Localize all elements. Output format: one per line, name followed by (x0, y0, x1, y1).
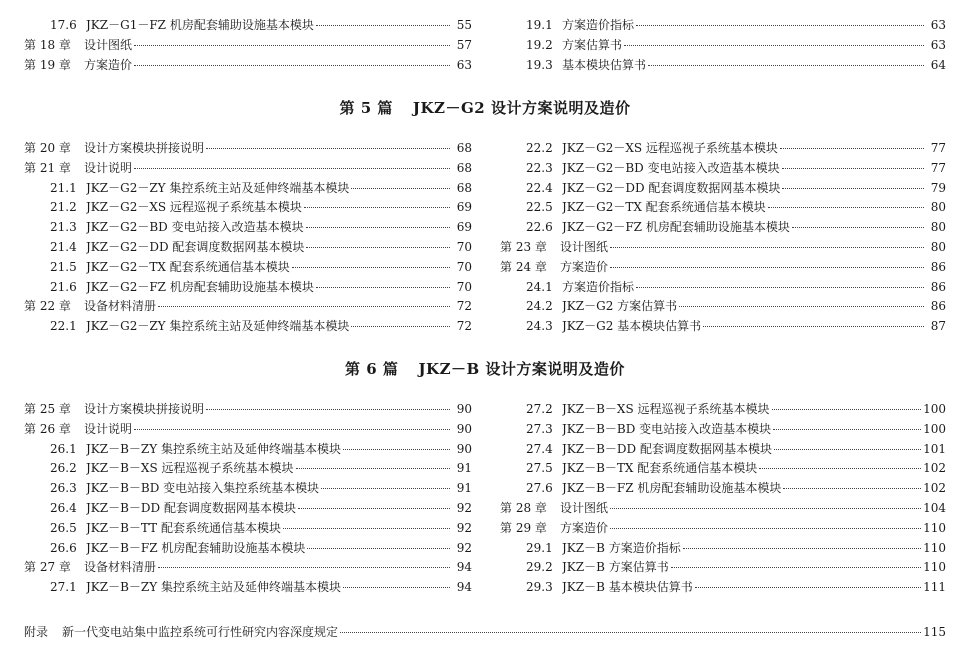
entry-title: JKZ－B 方案造价指标 (562, 540, 681, 555)
toc-chapter-entry[interactable] (24, 420, 472, 440)
dot-leader (316, 24, 450, 26)
entry-number: 29.1 (526, 540, 553, 555)
entry-page-number: 70 (456, 239, 472, 254)
entry-number: 第 20 章 (24, 141, 71, 155)
entry-title: JKZ－G2－XS 远程巡视子系统基本模块 (86, 200, 302, 215)
toc-part5-left-column (24, 139, 472, 337)
entry-number: 21.2 (50, 200, 77, 215)
entry-page-number: 86 (930, 299, 946, 314)
dot-leader (206, 147, 450, 149)
entry-page-number: 63 (456, 57, 472, 72)
entry-number: 第 21 章 (24, 160, 71, 175)
dot-leader (298, 507, 450, 509)
part-6-number: 第 6 篇 (345, 360, 399, 378)
toc-chapter-entry[interactable] (24, 558, 472, 578)
entry-number: 第 23 章 (500, 239, 547, 254)
entry-page-number: 90 (456, 402, 472, 416)
toc-section-entry[interactable] (500, 159, 946, 179)
entry-number: 第 25 章 (24, 402, 71, 416)
dot-leader (296, 467, 450, 469)
entry-page-number: 100 (923, 402, 946, 416)
dot-leader (759, 467, 921, 469)
dot-leader (351, 325, 450, 327)
entry-page-number: 80 (930, 200, 946, 215)
part-5-number: 第 5 篇 (339, 99, 393, 117)
entry-number: 27.2 (526, 402, 553, 416)
entry-number: 19.3 (526, 57, 553, 72)
entry-number: 21.6 (50, 279, 77, 294)
part-6-heading (0, 358, 970, 379)
toc-section-entry[interactable] (500, 400, 946, 420)
entry-number: 19.2 (526, 37, 553, 52)
entry-number: 27.5 (526, 461, 553, 476)
entry-page-number: 70 (456, 259, 472, 274)
entry-number: 29.2 (526, 560, 553, 575)
entry-title: JKZ－B－XS 远程巡视子系统基本模块 (562, 402, 770, 416)
dot-leader (306, 226, 450, 228)
entry-title: 设备材料清册 (84, 299, 157, 314)
entry-page-number: 63 (930, 18, 946, 32)
toc-chapter-entry[interactable] (500, 258, 946, 278)
dot-leader (283, 527, 450, 529)
entry-title: JKZ－G2－DD 配套调度数据网基本模块 (86, 239, 305, 254)
entry-page-number: 111 (923, 580, 946, 595)
entry-number: 21.1 (50, 180, 77, 195)
dot-leader (610, 507, 921, 509)
entry-page-number: 90 (456, 441, 472, 456)
entry-page-number: 77 (930, 160, 946, 175)
dot-leader (321, 487, 450, 489)
dot-leader (307, 547, 450, 549)
entry-page-number: 77 (930, 141, 946, 155)
entry-number: 17.6 (50, 18, 77, 32)
entry-number: 第 19 章 (24, 57, 71, 72)
entry-title: JKZ－G2 方案估算书 (562, 299, 678, 314)
appendix-title: 新一代变电站集中监控系统可行性研究内容深度规定 (62, 625, 339, 639)
dot-leader (610, 527, 921, 529)
entry-title: JKZ－B 基本模块估算书 (562, 580, 693, 595)
dot-leader (292, 266, 450, 268)
dot-leader (340, 631, 921, 633)
entry-page-number: 90 (456, 421, 472, 436)
entry-page-number: 102 (923, 481, 946, 496)
entry-page-number: 86 (930, 259, 946, 274)
entry-number: 24.3 (526, 319, 553, 334)
dot-leader (343, 448, 450, 450)
toc-section-entry[interactable] (500, 440, 946, 460)
toc-part6-right-column (500, 400, 946, 598)
entry-title: JKZ－G2－ZY 集控系统主站及延伸终端基本模块 (86, 180, 350, 195)
toc-chapter-entry[interactable] (500, 519, 946, 539)
entry-page-number: 63 (930, 37, 946, 52)
dot-leader (351, 187, 450, 189)
entry-page-number: 69 (456, 220, 472, 235)
dot-leader (773, 428, 921, 430)
entry-page-number: 91 (456, 481, 472, 496)
part-5-title: JKZ－G2 设计方案说明及造价 (412, 99, 631, 117)
entry-title: 设计方案模块拼接说明 (84, 402, 205, 416)
dot-leader (134, 64, 450, 66)
entry-title: 基本模块估算书 (562, 57, 647, 72)
toc-top-right-column (500, 16, 946, 75)
entry-number: 21.5 (50, 259, 77, 274)
entry-title: 设计图纸 (560, 500, 609, 515)
entry-number: 21.4 (50, 239, 77, 254)
entry-page-number: 57 (456, 37, 472, 52)
dot-leader (695, 586, 921, 588)
entry-number: 24.1 (526, 279, 553, 294)
dot-leader (780, 147, 924, 149)
entry-title: JKZ－B－DD 配套调度数据网基本模块 (86, 500, 296, 515)
entry-number: 第 18 章 (24, 37, 71, 52)
entry-page-number: 68 (456, 141, 472, 155)
entry-page-number: 92 (456, 500, 472, 515)
entry-number: 26.4 (50, 500, 77, 515)
entry-title: JKZ－G2－ZY 集控系统主站及延伸终端基本模块 (86, 319, 350, 334)
entry-page-number: 101 (923, 441, 946, 456)
toc-section-entry[interactable] (500, 56, 946, 76)
dot-leader (610, 266, 924, 268)
entry-number: 第 26 章 (24, 421, 71, 436)
entry-number: 27.6 (526, 481, 553, 496)
entry-title: JKZ－B－ZY 集控系统主站及延伸终端基本模块 (86, 580, 342, 595)
toc-section-entry[interactable] (24, 499, 472, 519)
dot-leader (158, 566, 450, 568)
entry-title: JKZ－G2－TX 配套系统通信基本模块 (562, 200, 766, 215)
toc-section-entry[interactable] (500, 317, 946, 337)
entry-page-number: 110 (923, 560, 946, 575)
dot-leader (158, 305, 450, 307)
toc-section-entry[interactable] (500, 278, 946, 298)
toc-chapter-entry[interactable] (24, 297, 472, 317)
entry-number: 22.4 (526, 180, 553, 195)
toc-top-left-column (24, 16, 472, 75)
entry-title: JKZ－B－BD 变电站接入集控系统基本模块 (86, 481, 320, 496)
entry-title: 方案造价指标 (562, 18, 635, 32)
toc-section-entry[interactable] (500, 36, 946, 56)
toc-section-entry[interactable] (500, 198, 946, 218)
entry-title: JKZ－G2－TX 配套系统通信基本模块 (86, 259, 290, 274)
entry-title: 设备材料清册 (84, 560, 157, 575)
toc-section-entry[interactable] (24, 539, 472, 559)
entry-page-number: 94 (456, 560, 472, 575)
dot-leader (768, 206, 924, 208)
dot-leader (134, 428, 450, 430)
toc-part6-left-column (24, 400, 472, 598)
toc-section-entry[interactable] (500, 479, 946, 499)
dot-leader (792, 226, 924, 228)
toc-section-entry[interactable] (24, 258, 472, 278)
toc-section-entry[interactable] (500, 420, 946, 440)
toc-chapter-entry[interactable] (24, 56, 472, 76)
toc-section-entry[interactable] (500, 459, 946, 479)
entry-page-number: 68 (456, 180, 472, 195)
entry-page-number: 72 (456, 299, 472, 314)
appendix-page-number: 115 (923, 625, 946, 639)
entry-page-number: 80 (930, 220, 946, 235)
entry-title: 设计方案模块拼接说明 (84, 141, 205, 155)
entry-number: 26.3 (50, 481, 77, 496)
entry-number: 22.3 (526, 160, 553, 175)
part-5-heading (0, 97, 970, 118)
entry-page-number: 104 (923, 500, 946, 515)
entry-number: 24.2 (526, 299, 553, 314)
entry-title: 方案造价 (84, 57, 133, 72)
dot-leader (316, 286, 450, 288)
toc-section-entry[interactable] (24, 218, 472, 238)
entry-title: JKZ－G2－FZ 机房配套辅助设施基本模块 (86, 279, 314, 294)
dot-leader (610, 246, 924, 248)
entry-title: JKZ－B－TT 配套系统通信基本模块 (86, 520, 281, 535)
toc-section-entry[interactable] (24, 16, 472, 36)
entry-number: 第 28 章 (500, 500, 547, 515)
entry-page-number: 92 (456, 540, 472, 555)
dot-leader (134, 167, 450, 169)
toc-appendix-entry[interactable] (24, 622, 946, 642)
dot-leader (624, 44, 924, 46)
entry-title: JKZ－G2 基本模块估算书 (562, 319, 702, 334)
toc-section-entry[interactable] (500, 578, 946, 598)
entry-page-number: 87 (930, 319, 946, 334)
dot-leader (782, 187, 924, 189)
entry-title: JKZ－B－DD 配套调度数据网基本模块 (562, 441, 772, 456)
dot-leader (679, 305, 924, 307)
entry-number: 22.1 (50, 319, 77, 334)
entry-page-number: 100 (923, 421, 946, 436)
entry-title: 设计说明 (84, 421, 133, 436)
entry-title: JKZ－G2－BD 变电站接入改造基本模块 (562, 160, 780, 175)
entry-title: JKZ－G2－DD 配套调度数据网基本模块 (562, 180, 781, 195)
toc-section-entry[interactable] (24, 440, 472, 460)
entry-page-number: 64 (930, 57, 946, 72)
entry-number: 19.1 (526, 18, 553, 32)
dot-leader (648, 64, 924, 66)
entry-page-number: 70 (456, 279, 472, 294)
entry-number: 26.6 (50, 540, 77, 555)
entry-title: JKZ－B－FZ 机房配套辅助设施基本模块 (86, 540, 306, 555)
toc-section-entry[interactable] (24, 198, 472, 218)
entry-number: 第 24 章 (500, 259, 547, 274)
toc-section-entry[interactable] (24, 278, 472, 298)
entry-page-number: 91 (456, 461, 472, 476)
entry-page-number: 69 (456, 200, 472, 215)
dot-leader (636, 24, 924, 26)
entry-title: JKZ－B 方案估算书 (562, 560, 669, 575)
toc-section-entry[interactable] (24, 519, 472, 539)
dot-leader (703, 325, 924, 327)
entry-title: 设计图纸 (84, 37, 133, 52)
entry-number: 22.6 (526, 220, 553, 235)
entry-page-number: 110 (923, 520, 946, 535)
toc-chapter-entry[interactable] (24, 36, 472, 56)
toc-section-entry[interactable] (500, 218, 946, 238)
entry-number: 27.4 (526, 441, 553, 456)
entry-title: 方案造价指标 (562, 279, 635, 294)
entry-title: 方案造价 (560, 259, 609, 274)
entry-title: JKZ－B－BD 变电站接入改造基本模块 (562, 421, 772, 436)
toc-section-entry[interactable] (24, 179, 472, 199)
dot-leader (772, 408, 922, 410)
toc-section-entry[interactable] (500, 558, 946, 578)
entry-number: 27.1 (50, 580, 77, 595)
dot-leader (774, 448, 921, 450)
entry-title: JKZ－G2－FZ 机房配套辅助设施基本模块 (562, 220, 790, 235)
entry-page-number: 79 (930, 180, 946, 195)
appendix-label: 附录 (24, 625, 49, 639)
dot-leader (782, 167, 924, 169)
entry-number: 29.3 (526, 580, 553, 595)
entry-title: JKZ－B－ZY 集控系统主站及延伸终端基本模块 (86, 441, 342, 456)
entry-title: 设计说明 (84, 160, 133, 175)
entry-page-number: 68 (456, 160, 472, 175)
toc-section-entry[interactable] (24, 479, 472, 499)
toc-section-entry[interactable] (500, 539, 946, 559)
toc-section-entry[interactable] (24, 238, 472, 258)
entry-page-number: 55 (456, 18, 472, 32)
entry-page-number: 110 (923, 540, 946, 555)
entry-page-number: 92 (456, 520, 472, 535)
entry-page-number: 94 (456, 580, 472, 595)
entry-number: 27.3 (526, 421, 553, 436)
part-6-title: JKZ－B 设计方案说明及造价 (418, 360, 625, 378)
dot-leader (306, 246, 450, 248)
entry-title: JKZ－B－FZ 机房配套辅助设施基本模块 (562, 481, 782, 496)
toc-section-entry[interactable] (24, 578, 472, 598)
entry-number: 26.2 (50, 461, 77, 476)
toc-chapter-entry[interactable] (500, 499, 946, 519)
entry-number: 第 27 章 (24, 560, 71, 575)
entry-title: 方案估算书 (562, 37, 623, 52)
entry-title: JKZ－B－XS 远程巡视子系统基本模块 (86, 461, 294, 476)
dot-leader (683, 547, 921, 549)
dot-leader (304, 206, 450, 208)
dot-leader (783, 487, 921, 489)
entry-title: JKZ－G1－FZ 机房配套辅助设施基本模块 (86, 18, 314, 32)
entry-title: 设计图纸 (560, 239, 609, 254)
toc-section-entry[interactable] (500, 16, 946, 36)
entry-number: 第 22 章 (24, 299, 71, 314)
dot-leader (671, 566, 921, 568)
dot-leader (206, 408, 450, 410)
entry-title: JKZ－G2－BD 变电站接入改造基本模块 (86, 220, 304, 235)
toc-section-entry[interactable] (500, 179, 946, 199)
toc-chapter-entry[interactable] (24, 159, 472, 179)
dot-leader (636, 286, 924, 288)
entry-title: 方案造价 (560, 520, 609, 535)
dot-leader (343, 586, 450, 588)
entry-title: JKZ－B－TX 配套系统通信基本模块 (562, 461, 758, 476)
toc-chapter-entry[interactable] (24, 139, 472, 159)
toc-section-entry[interactable] (500, 139, 946, 159)
toc-section-entry[interactable] (500, 297, 946, 317)
entry-page-number: 72 (456, 319, 472, 334)
toc-section-entry[interactable] (24, 459, 472, 479)
entry-number: 26.1 (50, 441, 77, 456)
entry-page-number: 80 (930, 239, 946, 254)
entry-number: 21.3 (50, 220, 77, 235)
entry-number: 22.2 (526, 141, 553, 155)
entry-number: 26.5 (50, 520, 77, 535)
entry-title: JKZ－G2－XS 远程巡视子系统基本模块 (562, 141, 778, 155)
entry-number: 第 29 章 (500, 520, 547, 535)
toc-section-entry[interactable] (24, 317, 472, 337)
dot-leader (134, 44, 450, 46)
toc-chapter-entry[interactable] (500, 238, 946, 258)
toc-chapter-entry[interactable] (24, 400, 472, 420)
entry-number: 22.5 (526, 200, 553, 215)
entry-page-number: 86 (930, 279, 946, 294)
toc-part5-right-column (500, 139, 946, 337)
entry-page-number: 102 (923, 461, 946, 476)
